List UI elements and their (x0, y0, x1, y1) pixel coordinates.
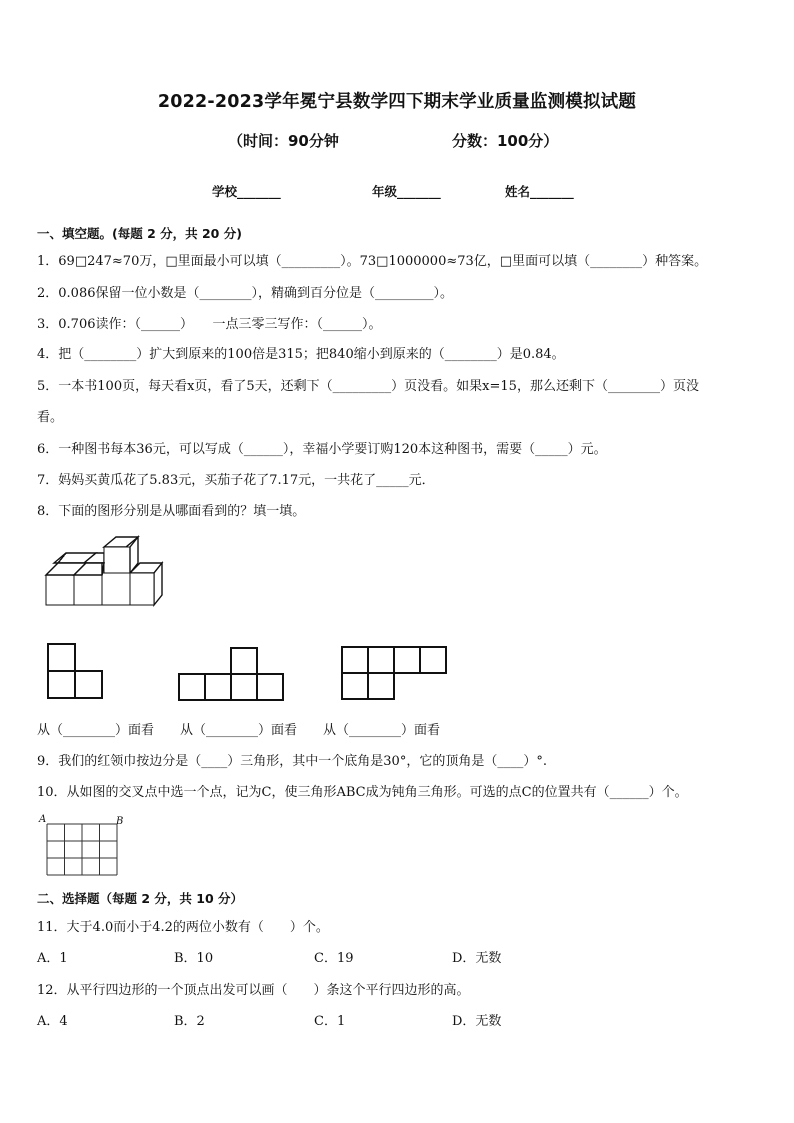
question-6: 6．一种图书每本36元，可以写成（______），幸福小学要订购120本这种图书，需要（_____）元。 (37, 442, 607, 457)
question-5-continued: 看。 (37, 410, 64, 425)
q11-option-b: B．10 (174, 951, 214, 966)
grid-figure (46, 823, 118, 877)
q12-option-d: D．无数 (452, 1014, 502, 1029)
school-field: 学校_______ (212, 184, 281, 199)
page-title: 2022-2023学年冕宁县数学四下期末学业质量监测模拟试题 (157, 92, 637, 112)
question-8-views: 从（________）面看 从（________）面看 从（________）面看 (37, 723, 441, 738)
q12-option-b: B．2 (174, 1014, 205, 1029)
cube-stack-figure (40, 535, 170, 615)
q11-option-d: D．无数 (452, 951, 502, 966)
question-8: 8．下面的图形分别是从哪面看到的？填一填。 (37, 504, 306, 519)
section-fill-in-title: 一、填空题。(每题 2 分，共 20 分) (37, 226, 242, 241)
name-field: 姓名_______ (505, 184, 574, 199)
q12-option-c: C．1 (314, 1014, 346, 1029)
question-12: 12．从平行四边形的一个顶点出发可以画（ ）条这个平行四边形的高。 (37, 983, 470, 998)
grid-label-a: A (39, 814, 47, 825)
question-10: 10．从如图的交叉点中选一个点，记为C，使三角形ABC成为钝角三角形。可选的点C的位置共有（______）个。 (37, 785, 688, 800)
grade-field: 年级_______ (372, 184, 441, 199)
question-11: 11．大于4.0而小于4.2的两位小数有（ ）个。 (37, 920, 329, 935)
view-figure-2 (176, 646, 286, 702)
q11-option-a: A．1 (37, 951, 68, 966)
question-1: 1．69□247≈70万，□里面最小可以填（_________）。73□1000000≈73亿，□里面可以填（________）种答案。 (37, 254, 708, 269)
view-figure-1 (46, 642, 106, 700)
question-5: 5．一本书100页，每天看x页，看了5天，还剩下（_________）页没看。如果x=15，那么还剩下（________）页没 (37, 379, 699, 394)
exam-score: 分数：100分） (452, 132, 559, 150)
exam-time: （时间：90分钟 (228, 132, 339, 150)
question-9: 9．我们的红领巾按边分是（____）三角形，其中一个底角是30°，它的顶角是（____）°. (37, 754, 547, 769)
question-3: 3．0.706读作：（______） 一点三零三写作：（______）。 (37, 317, 382, 332)
q12-option-a: A．4 (37, 1014, 68, 1029)
section-choice-title: 二、选择题（每题 2 分，共 10 分） (37, 891, 244, 906)
question-7: 7．妈妈买黄瓜花了5.83元，买茄子花了7.17元，一共花了_____元． (37, 473, 435, 488)
view-figure-3 (340, 645, 450, 701)
q11-option-c: C．19 (314, 951, 354, 966)
grid-label-b: B (116, 816, 124, 827)
question-2: 2．0.086保留一位小数是（________），精确到百分位是（_________）。 (37, 286, 453, 301)
question-4: 4．把（________）扩大到原来的100倍是315；把840缩小到原来的（________）是0.84。 (37, 347, 565, 362)
